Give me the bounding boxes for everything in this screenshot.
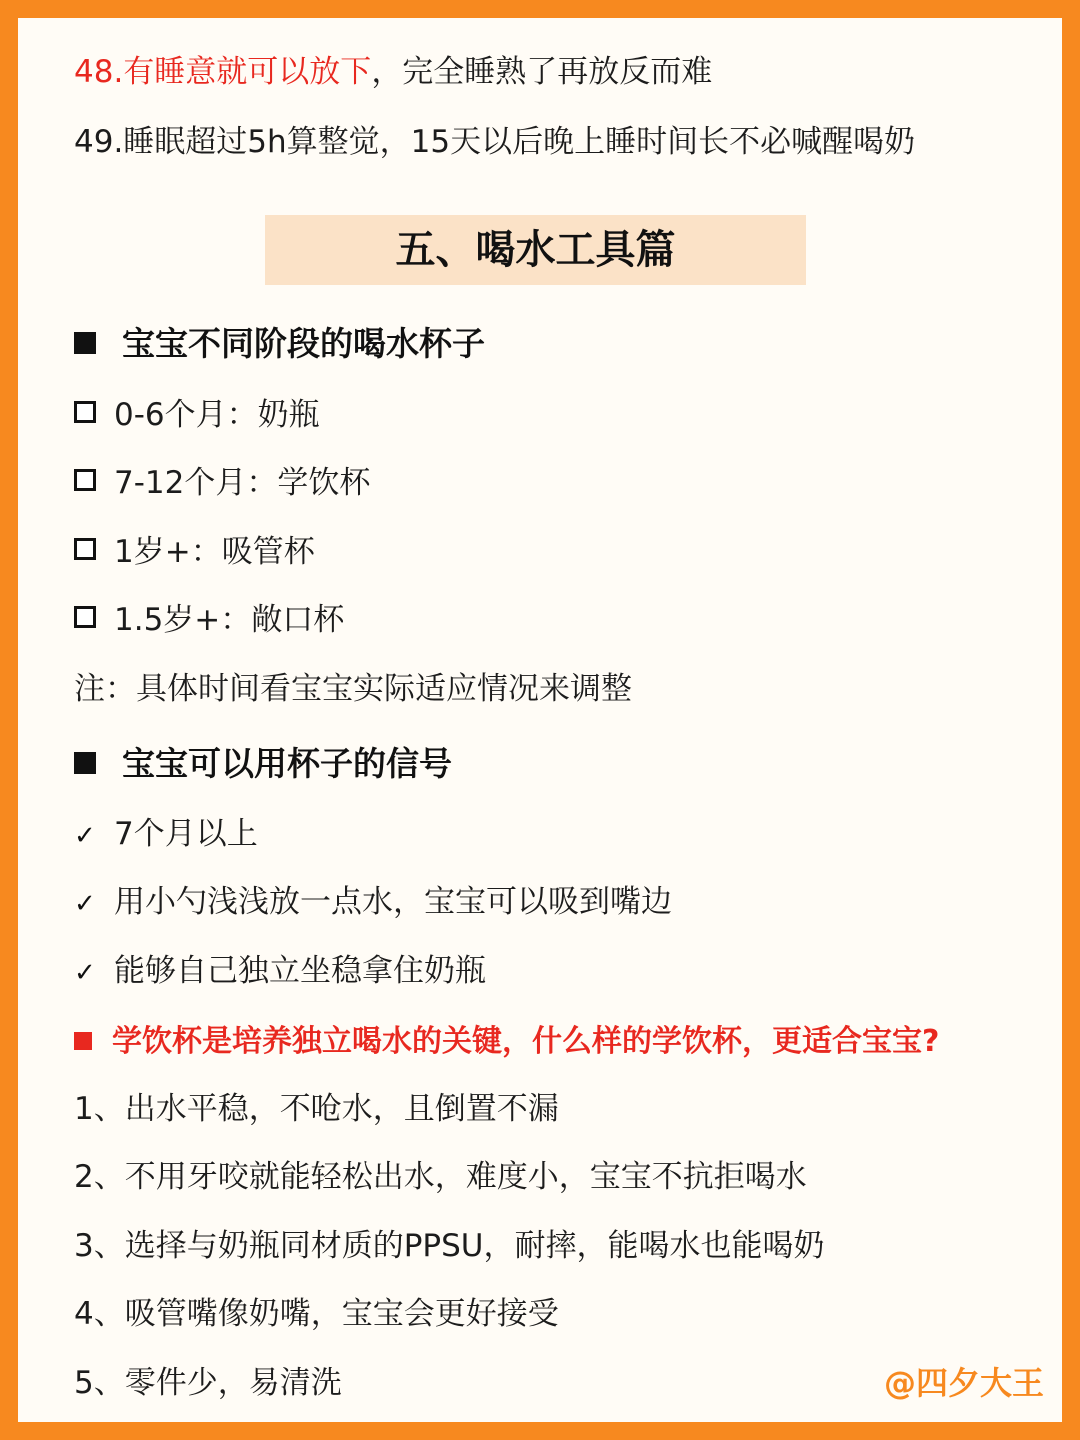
cup-stage-text: 7-12个月：学饮杯 — [114, 465, 371, 501]
training-cup-heading-text: 学饮杯是培养独立喝水的关键，什么样的学饮杯，更适合宝宝? — [112, 1024, 940, 1059]
signal-item — [74, 882, 672, 924]
cup-stage-item — [74, 600, 344, 640]
checkbox-icon — [74, 538, 96, 560]
square-bullet-icon — [74, 752, 96, 774]
item-48-number: 48. — [74, 54, 124, 90]
cups-heading — [74, 322, 485, 366]
signal-item — [74, 814, 258, 856]
cup-stage-text: 1.5岁+：敞口杯 — [114, 602, 345, 638]
cup-stage-text: 0-6个月：奶瓶 — [114, 397, 320, 433]
signals-heading-text: 宝宝可以用杯子的信号 — [122, 744, 452, 783]
square-bullet-icon — [74, 332, 96, 354]
cup-stage-item — [74, 532, 315, 572]
square-bullet-icon — [74, 1032, 92, 1050]
cup-stage-item — [74, 463, 370, 503]
item-48 — [74, 52, 712, 92]
check-icon: ✓ — [74, 958, 96, 988]
check-icon: ✓ — [74, 889, 96, 919]
training-cup-item: 5、零件少，易清洗 — [74, 1365, 342, 1401]
item-49: 49.睡眠超过5h算整觉，15天以后晚上睡时间长不必喊醒喝奶 — [74, 124, 916, 160]
item-48-highlight: 有睡意就可以放下 — [123, 54, 372, 90]
training-cup-item: 2、不用牙咬就能轻松出水，难度小，宝宝不抗拒喝水 — [74, 1159, 807, 1195]
training-cup-item: 4、吸管嘴像奶嘴，宝宝会更好接受 — [74, 1296, 559, 1332]
signal-item — [74, 951, 486, 993]
cup-stage-text: 1岁+：吸管杯 — [114, 534, 315, 570]
training-cup-heading — [74, 1020, 939, 1064]
section-title: 五、喝水工具篇 — [265, 215, 806, 285]
training-cup-item: 1、出水平稳，不呛水，且倒置不漏 — [74, 1091, 559, 1127]
cups-note: 注：具体时间看宝宝实际适应情况来调整 — [74, 671, 632, 707]
author-watermark: @四夕大王 — [883, 1364, 1044, 1402]
checkbox-icon — [74, 606, 96, 628]
checkbox-icon — [74, 401, 96, 423]
check-icon: ✓ — [74, 821, 96, 851]
signal-text: 7个月以上 — [114, 816, 258, 852]
training-cup-item: 3、选择与奶瓶同材质的PPSU，耐摔，能喝水也能喝奶 — [74, 1228, 825, 1264]
signal-text: 能够自己独立坐稳拿住奶瓶 — [114, 953, 486, 989]
signal-text: 用小勺浅浅放一点水，宝宝可以吸到嘴边 — [114, 884, 672, 920]
item-48-rest: ，完全睡熟了再放反而难 — [371, 54, 713, 90]
cups-heading-text: 宝宝不同阶段的喝水杯子 — [122, 324, 485, 363]
cup-stage-item — [74, 395, 320, 435]
signals-heading — [74, 742, 452, 786]
checkbox-icon — [74, 469, 96, 491]
